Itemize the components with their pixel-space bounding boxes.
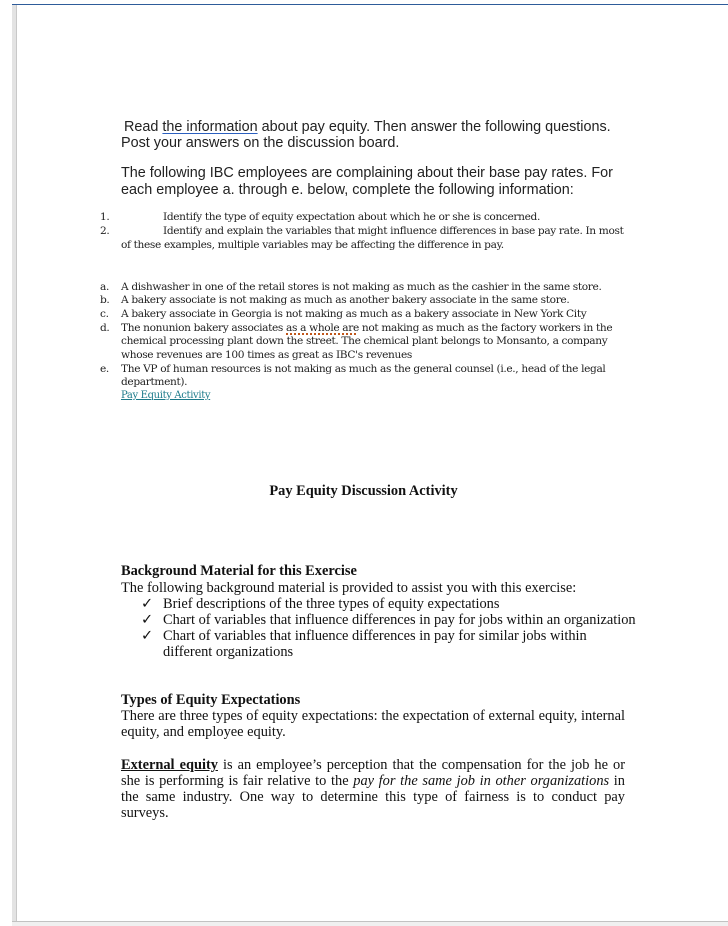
information-link[interactable]: the information bbox=[162, 119, 258, 135]
lettered-item-a-text: A dishwasher in one of the retail stores is not making as much as the cashier in the same store. bbox=[121, 281, 602, 293]
lettered-item-e-line-1: The VP of human resources is not making as much as the general counsel (i.e., head of the legal bbox=[121, 363, 606, 375]
types-heading: Types of Equity Expectations bbox=[121, 692, 301, 708]
pay-equity-activity-link[interactable]: Pay Equity Activity bbox=[121, 390, 211, 401]
instruction-line-2: Post your answers on the discussion board. bbox=[121, 135, 400, 151]
document-title: Pay Equity Discussion Activity bbox=[269, 483, 458, 499]
numbered-item-2-text: Identify and explain the variables that might influence differences in base pay rate. In most bbox=[163, 225, 624, 237]
lettered-item-c-letter: c. bbox=[100, 308, 109, 320]
page-gap bbox=[12, 922, 728, 926]
background-item-3: Chart of variables that influence differences in pay for similar jobs within bbox=[163, 628, 587, 644]
instruction-line-1: Read the information about pay equity. Then answer the following questions. bbox=[124, 119, 611, 135]
grammar-flag[interactable]: as a whole are bbox=[286, 322, 359, 334]
external-equity-term: External equity bbox=[121, 757, 218, 773]
numbered-item-2-continuation: of these examples, multiple variables may be affecting the difference in pay. bbox=[121, 239, 504, 251]
employees-intro-line-1: The following IBC employees are complaining about their base pay rates. For bbox=[121, 165, 613, 181]
external-equity-paragraph: External equity is an employee’s perception that the compensation for the job he or she is performing is fair relative to the pay for the same job in other organizations in the same industry. One way to determine this type of fairness is to conduct pay surveys. bbox=[121, 757, 626, 821]
background-heading: Background Material for this Exercise bbox=[121, 563, 357, 579]
lettered-item-d-line-1: The nonunion bakery associates as a whole are not making as much as the factory workers in the bbox=[121, 322, 613, 334]
checkmark-icon: ✓ bbox=[141, 628, 154, 644]
lettered-item-d-line-2: chemical processing plant down the street. The chemical plant belongs to Monsanto, a company bbox=[121, 335, 608, 347]
numbered-item-1-number: 1. bbox=[100, 211, 110, 223]
numbered-item-2-number: 2. bbox=[100, 225, 110, 237]
background-item-1: Brief descriptions of the three types of equity expectations bbox=[163, 596, 500, 612]
checkmark-icon: ✓ bbox=[141, 612, 154, 628]
background-item-3-continuation: different organizations bbox=[163, 644, 294, 660]
checkmark-icon: ✓ bbox=[141, 596, 154, 612]
document-page bbox=[17, 5, 728, 921]
lettered-item-e-letter: e. bbox=[100, 363, 109, 375]
lettered-item-a-letter: a. bbox=[100, 281, 109, 293]
lettered-item-b-text: A bakery associate is not making as much as another bakery associate in the same store. bbox=[121, 294, 570, 306]
background-item-2: Chart of variables that influence differences in pay for jobs within an organization bbox=[163, 612, 636, 628]
lettered-item-e-line-2: department). bbox=[121, 376, 188, 388]
numbered-item-1-text: Identify the type of equity expectation about which he or she is concerned. bbox=[163, 211, 540, 223]
lettered-item-c-text: A bakery associate in Georgia is not making as much as a bakery associate in New York City bbox=[121, 308, 587, 320]
employees-intro-line-2: each employee a. through e. below, complete the following information: bbox=[121, 182, 574, 198]
lettered-item-d-line-3: whose revenues are 100 times as great as IBC's revenues bbox=[121, 349, 412, 361]
background-intro: The following background material is provided to assist you with this exercise: bbox=[121, 580, 577, 596]
lettered-item-b-letter: b. bbox=[100, 294, 110, 306]
types-body: There are three types of equity expectations: the expectation of external equity, internal equity, and employee equity. bbox=[121, 708, 625, 740]
lettered-item-d-letter: d. bbox=[100, 322, 110, 334]
